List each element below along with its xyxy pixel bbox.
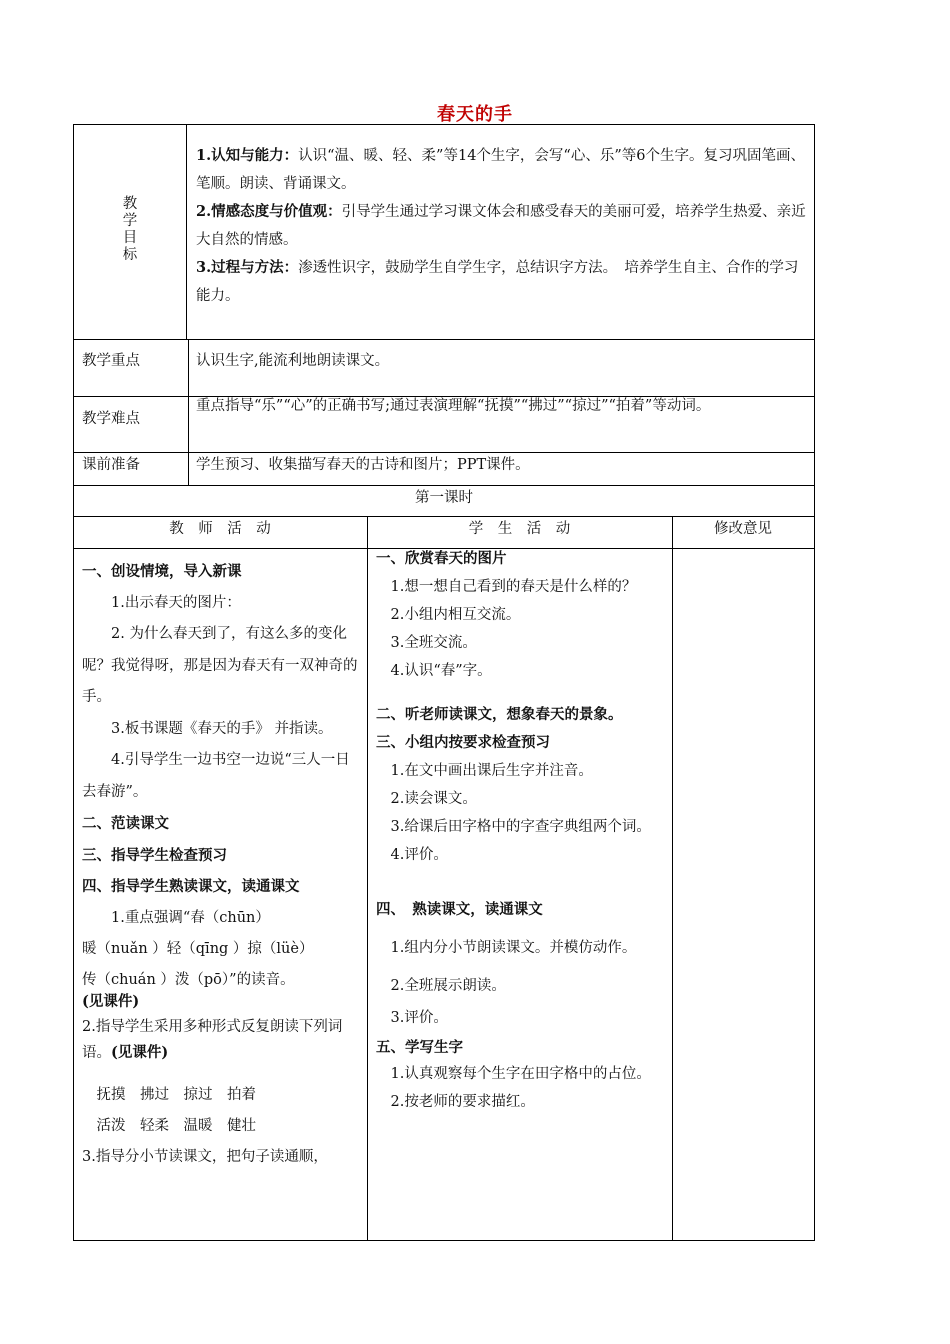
activity-step: 3.指导分小节读课文，把句子读通顺， <box>82 1148 328 1165</box>
section-heading: 五、学写生字 <box>376 1039 463 1056</box>
objective-text: 渗透性识字，鼓励学生自学生字，总结识字方法。 培养学生自主、合作的学习能力。 <box>196 260 799 304</box>
objectives-content <box>196 142 808 310</box>
activity-step: 3.评价。 <box>390 1010 448 1026</box>
activity-step: 暖（nuǎn ）轻（qīng ）掠（lüè） <box>82 941 314 957</box>
activity-step: 3.板书课题《春天的手》 并指读。 <box>111 720 333 737</box>
preparation-label: 课前准备 <box>82 457 140 473</box>
activity-step: 3.给课后田字格中的字查字典组两个词。 <box>390 819 651 835</box>
student-activities <box>376 545 666 1116</box>
activity-step: 4.评价。 <box>390 847 448 863</box>
word-list: 活泼 轻柔 温暖 健壮 <box>96 1118 256 1134</box>
objective-heading: 2.情感态度与价值观： <box>196 203 342 220</box>
word-list: 抚摸 拂过 掠过 拍着 <box>96 1086 256 1103</box>
activity-step: 1.想一想自己看到的春天是什么样的？ <box>390 579 637 595</box>
activity-step: 1.重点强调“春（chūn） <box>111 909 270 926</box>
section-heading: 二、范读课文 <box>82 815 169 832</box>
difficulties-text: 重点指导“乐”“心”的正确书写;通过表演理解“抚摸”“拂过”“掠过”“拍着”等动词。 <box>196 398 711 414</box>
student-column-header: 学 生 活 动 <box>468 521 571 537</box>
document-title: 春天的手 <box>437 104 513 125</box>
see-slides-note: (见课件) <box>82 992 140 1010</box>
activity-step: 1.出示春天的图片： <box>111 594 241 611</box>
see-slides-note: (见课件) <box>111 1043 169 1061</box>
objective-text: 引导学生通过学习课文体会和感受春天的美丽可爱，培养学生热爱、亲近大自然的情感。 <box>196 204 806 248</box>
activity-step: 1.在文中画出课后生字并注音。 <box>390 763 593 779</box>
difficulties-label: 教学难点 <box>82 411 140 427</box>
teacher-column-header: 教 师 活 动 <box>169 521 271 537</box>
activity-step: 1.组内分小节朗读课文。并模仿动作。 <box>390 940 637 956</box>
section-heading: 三、指导学生检查预习 <box>82 846 227 864</box>
teacher-activities <box>82 556 360 1171</box>
section-heading: 四、 熟读课文，读通课文 <box>376 901 543 918</box>
section-heading: 一、创设情境，导入新课 <box>82 563 242 580</box>
activity-step: 传（chuán ）泼（pō）”的读音。 <box>82 971 295 988</box>
preparation-text: 学生预习、收集描写春天的古诗和图片；PPT课件。 <box>196 457 530 473</box>
objective-text: 认识“温、暖、轻、柔”等14个生字，会写“心、乐”等6个生字。复习巩固笔画、笔顺。朗读、背诵课文。 <box>196 148 805 192</box>
activity-step: 3.全班交流。 <box>390 635 477 651</box>
objectives-label: 教 学 目 标 <box>122 196 138 263</box>
activity-step: 2. 为什么春天到了，有这么多的变化呢？我觉得呀，那是因为春天有一双神奇的手。 <box>82 626 358 705</box>
activity-step: 2.读会课文。 <box>390 791 477 807</box>
activity-step: 1.认真观察每个生字在田字格中的占位。 <box>390 1066 651 1082</box>
section-heading: 二、听老师读课文，想象春天的景象。 <box>376 706 623 723</box>
activity-step: 2.按老师的要求描红。 <box>390 1094 535 1110</box>
activity-step: 2.指导学生采用多种形式反复朗读下列词语。 <box>82 1018 343 1061</box>
key-points-label: 教学重点 <box>82 353 140 369</box>
objective-heading: 1.认知与能力： <box>196 147 299 164</box>
lesson-label: 第一课时 <box>415 490 473 506</box>
section-heading: 一、欣赏春天的图片 <box>376 550 507 567</box>
objective-heading: 3.过程与方法： <box>196 259 299 276</box>
section-heading: 三、小组内按要求检查预习 <box>376 734 550 751</box>
activity-step: 4.认识“春”字。 <box>390 663 492 679</box>
key-points-text: 认识生字,能流利地朗读课文。 <box>196 353 390 369</box>
activity-step: 2.小组内相互交流。 <box>390 607 521 623</box>
activity-step: 2.全班展示朗读。 <box>390 978 506 994</box>
activity-step: 4.引导学生一边书空一边说“三人一日去春游”。 <box>82 752 350 800</box>
notes-column-header: 修改意见 <box>714 521 772 537</box>
section-heading: 四、指导学生熟读课文，读通课文 <box>82 878 300 895</box>
